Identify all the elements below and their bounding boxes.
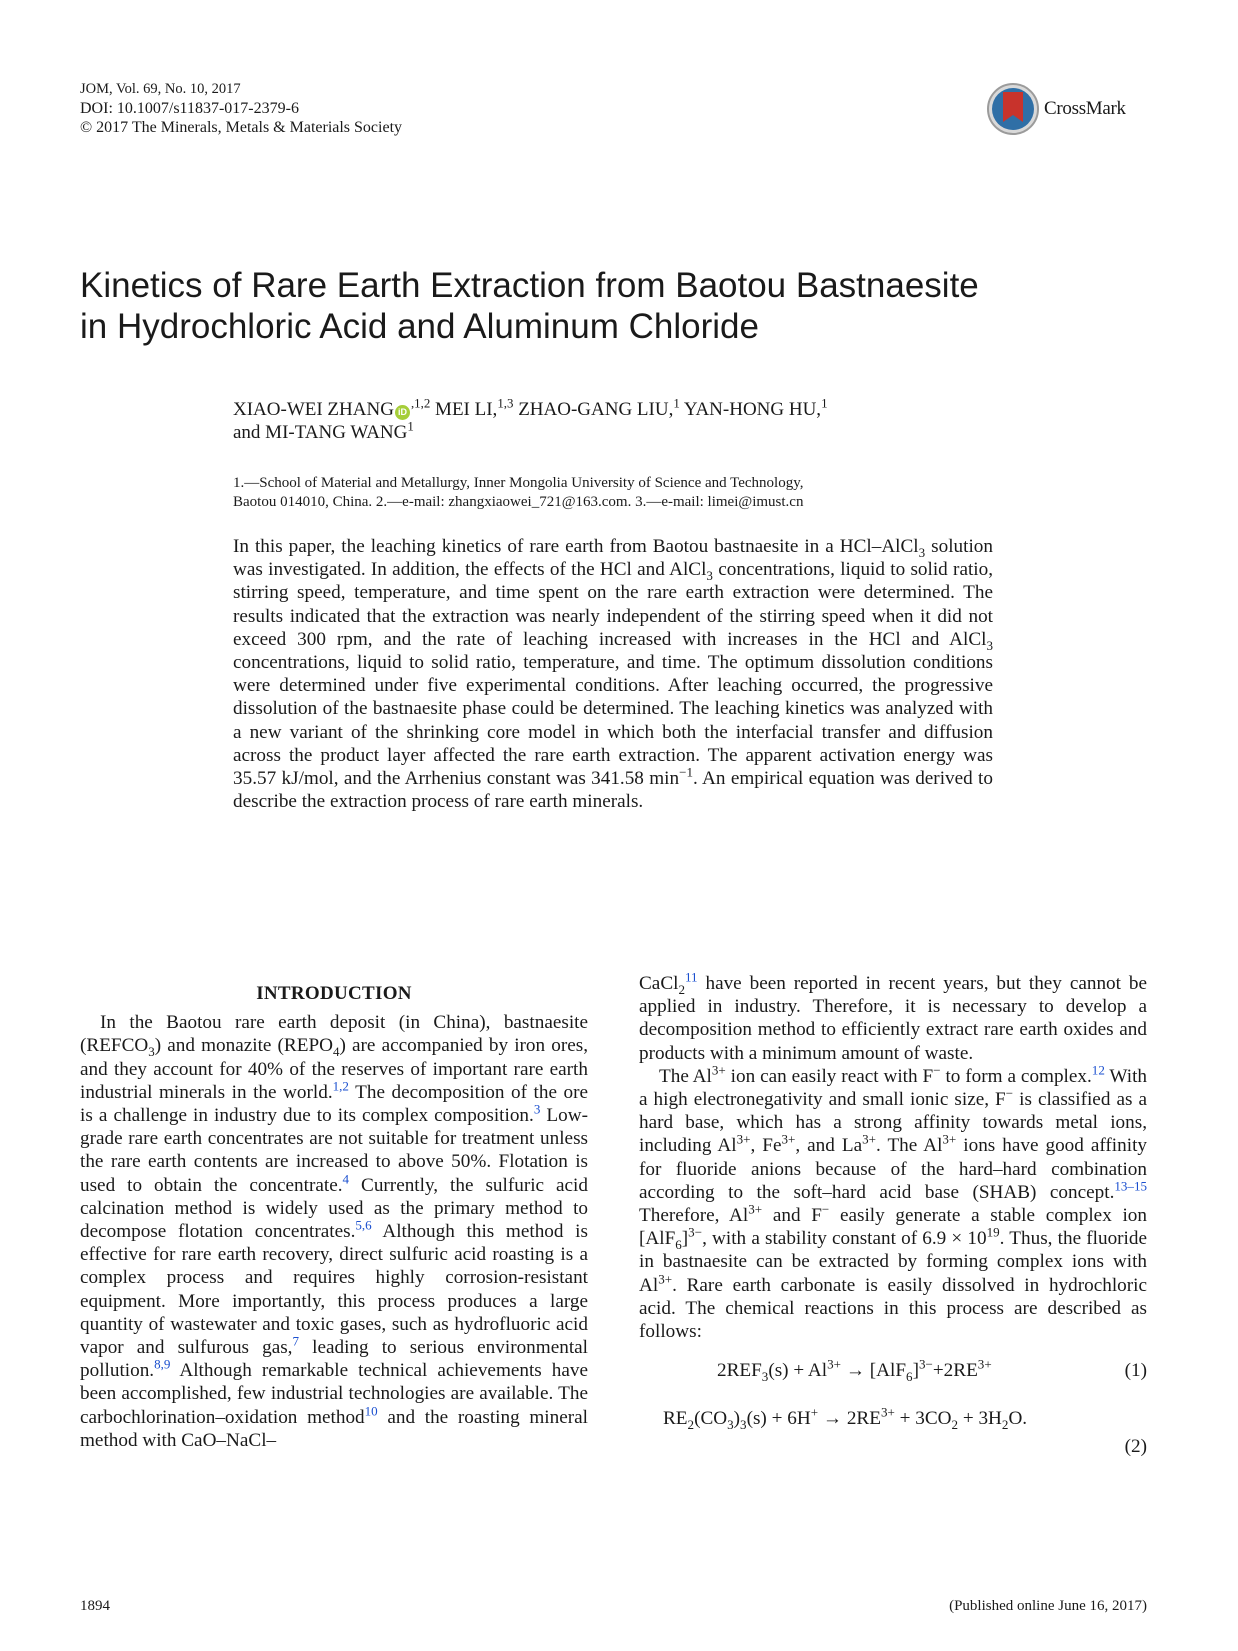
page-number: 1894 xyxy=(80,1598,110,1614)
superscript: 3+ xyxy=(711,1062,726,1078)
body-text: is classified as a hard base, which has a strong affinity towards metal ions, including Al xyxy=(639,1089,1147,1157)
body-text: With a high electronegativity and small ionic size, F xyxy=(639,1065,1148,1111)
superscript: − xyxy=(1005,1085,1014,1101)
abstract-text: In this paper, the leaching kinetics of rare earth from Baotou bastnaesite in a HCl–AlCl xyxy=(233,536,919,557)
body-text: Although this method is effective for rare earth recovery, direct sulfuric acid roasting is a complex process and requires highly corrosion-resistant equipment. More importantly, this process produces a large quantity of wastewater and toxic gases, such as hydrofluoric acid vapor and sulfurous gas, xyxy=(80,1221,588,1359)
left-column xyxy=(80,982,588,1452)
citation-link[interactable]: 8,9 xyxy=(154,1356,171,1372)
subscript: 3 xyxy=(706,568,713,584)
body-text: easily generate a stable complex ion [AlF xyxy=(639,1205,1147,1250)
author-5: and MI-TANG WANG xyxy=(233,422,408,443)
body-text: In the Baotou rare earth deposit (in China), bastnaesite (REFCO xyxy=(80,1012,588,1057)
body-text: The Al xyxy=(659,1065,712,1087)
paper-title xyxy=(80,265,1180,347)
subscript: 3 xyxy=(986,637,993,653)
body-text: leading to serious environmental pollution. xyxy=(80,1337,588,1382)
body-text: and the roasting mineral method with CaO–NaCl– xyxy=(80,1406,588,1451)
body-text: ) and monazite (REPO xyxy=(154,1035,333,1057)
journal-line: JOM, Vol. 69, No. 10, 2017 xyxy=(80,81,241,97)
continued-paragraph xyxy=(639,969,1147,1065)
copyright-line: © 2017 The Minerals, Metals & Materials Society xyxy=(80,119,403,136)
citation-link[interactable]: 5,6 xyxy=(355,1217,372,1233)
body-text: ) are accompanied by iron ores, and they account for 40% of the reserves of important rare earth industrial minerals in the world. xyxy=(80,1035,588,1103)
body-text: . The Al xyxy=(876,1135,943,1157)
intro-paragraph xyxy=(80,1011,588,1452)
body-text: , Fe xyxy=(750,1135,782,1157)
body-text: . Thus, the fluoride in bastnaesite can be extracted by forming complex ions with Al xyxy=(639,1228,1147,1296)
author-2-affil: 1,3 xyxy=(497,395,514,411)
equation-1-body: $2REF_3(s) + Al^{3+} \to [AlF_6]^{3-}+2RE^{3+}$ xyxy=(717,1356,992,1385)
superscript: 19 xyxy=(986,1224,1000,1240)
body-text: Although remarkable technical achievements have been accomplished, few industrial technologies are available. The carbochlorination–oxidation method xyxy=(80,1360,588,1428)
equation-2-number: (2) xyxy=(1124,1436,1147,1458)
body-text: The decomposition of the ore is a challenge in industry due to its complex composition. xyxy=(80,1081,588,1127)
superscript: 3+ xyxy=(781,1132,796,1148)
body-text: , with a stability constant of 6.9 × 10 xyxy=(702,1228,987,1250)
affiliation-line-2: Baotou 014010, China. 2.—e-mail: zhangxiaowei_721@163.com. 3.—e-mail: limei@imust.cn xyxy=(233,494,804,510)
orcid-icon[interactable]: iD xyxy=(395,405,410,420)
abstract xyxy=(233,535,993,813)
superscript: − xyxy=(821,1201,830,1217)
body-text: ] xyxy=(681,1228,689,1250)
title-line-1: Kinetics of Rare Earth Extraction from Baotou Bastnaesite xyxy=(80,266,979,305)
subscript: 6 xyxy=(675,1237,682,1253)
superscript: 3− xyxy=(688,1224,703,1240)
equation-1 xyxy=(639,1356,1147,1389)
body-text: ion can easily react with F xyxy=(725,1065,934,1087)
citation-link[interactable]: 7 xyxy=(292,1333,300,1349)
equation-2 xyxy=(639,1404,1147,1437)
citation-link[interactable]: 13–15 xyxy=(1114,1178,1147,1194)
citation-link[interactable]: 10 xyxy=(364,1403,378,1419)
author-3-affil: 1 xyxy=(673,395,680,411)
body-text: and F xyxy=(762,1205,822,1227)
citation-link[interactable]: 1,2 xyxy=(332,1078,349,1094)
subscript: 3 xyxy=(148,1044,155,1060)
body-paragraph xyxy=(639,1062,1148,1343)
published-date: (Published online June 16, 2017) xyxy=(949,1598,1147,1614)
author-4: YAN-HONG HU, xyxy=(679,399,822,420)
author-3: ZHAO-GANG LIU, xyxy=(513,399,674,420)
affiliations xyxy=(233,474,993,512)
title-line-2: in Hydrochloric Acid and Aluminum Chloride xyxy=(80,307,759,346)
superscript: 3+ xyxy=(942,1132,957,1148)
body-text: , and La xyxy=(795,1135,863,1157)
doi-line: DOI: 10.1007/s11837-017-2379-6 xyxy=(80,100,299,117)
abstract-text: solution was investigated. In addition, the effects of the HCl and AlCl xyxy=(233,536,993,581)
citation-link[interactable]: 11 xyxy=(684,969,698,985)
body-text: Therefore, Al xyxy=(639,1205,749,1227)
abstract-text: concentrations, liquid to solid ratio, stirring speed, temperature, and time spent on the rare earth extraction were determined. The results indicated that the extraction was nearly independent of the stirring speed when it did not exceed 300 rpm, and the rate of leaching increased with increases in the HCl and AlCl xyxy=(233,559,994,650)
body-text: have been reported in recent years, but they cannot be applied in industry. Therefore, it is necessary to develop a decomposition method to efficiently extract rare earth oxides and products with a minimum amount of waste. xyxy=(639,973,1147,1064)
citation-link[interactable]: 4 xyxy=(342,1171,350,1187)
author-5-affil: 1 xyxy=(407,418,414,434)
subscript: 4 xyxy=(332,1044,340,1060)
author-2: MEI LI, xyxy=(430,399,498,420)
superscript: −1 xyxy=(679,764,693,780)
superscript: 3+ xyxy=(658,1271,673,1287)
right-column xyxy=(639,969,1148,1458)
author-1-affil: ,1,2 xyxy=(410,395,431,411)
equation-1-number: (1) xyxy=(1124,1360,1147,1382)
author-list xyxy=(233,395,1033,444)
body-text: Low-grade rare earth concentrates are not suitable for treatment unless the rare earth contents are increased to above 50%. Flotation is used to obtain the concentrate. xyxy=(80,1105,588,1196)
abstract-text: . An empirical equation was derived to describe the extraction process of rare earth minerals. xyxy=(233,768,993,813)
body-text: CaCl xyxy=(639,973,679,994)
body-text: to form a complex. xyxy=(940,1065,1092,1087)
body-text: Currently, the sulfuric acid calcination method is widely used as the primary method to decompose flotation concentrates. xyxy=(80,1174,588,1243)
author-1: XIAO-WEI ZHANG xyxy=(233,399,394,420)
superscript: 3+ xyxy=(736,1132,751,1148)
superscript: 3+ xyxy=(862,1132,876,1148)
body-text: ions have good affinity for fluoride anions because of the hard–hard combination according to the soft–hard acid base (SHAB) concept. xyxy=(639,1135,1147,1203)
abstract-text: concentrations, liquid to solid ratio, temperature, and time. The optimum dissolution conditions were determined under five experimental conditions. After leaching occurred, the progressive dissolution of the bastnaesite phase could be determined. The leaching kinetics was analyzed with a new variant of the shrinking core model in which both the interfacial transfer and diffusion across the product layer affected the rare earth extraction. The apparent activation energy was 35.57 kJ/mol, and the Arrhenius constant was 341.58 min xyxy=(233,652,993,790)
section-heading-introduction: INTRODUCTION xyxy=(256,983,412,1004)
subscript: 3 xyxy=(918,544,926,560)
equation-2-body: $RE_2(CO_3)_3(s) + 6H^+ \to 2RE^{3+} + 3CO_2 + 3H_2O$. xyxy=(663,1404,1028,1433)
journal-meta xyxy=(80,80,402,137)
crossmark-badge[interactable] xyxy=(986,82,1126,136)
body-text: . Rare earth carbonate is easily dissolved in hydrochloric acid. The chemical reactions in this process are described as follows: xyxy=(639,1274,1147,1343)
citation-link[interactable]: 12 xyxy=(1091,1062,1105,1078)
citation-link[interactable]: 3 xyxy=(533,1101,541,1117)
superscript: 3+ xyxy=(748,1201,763,1217)
author-4-affil: 1 xyxy=(821,395,828,411)
affiliation-line-1: 1.—School of Material and Metallurgy, Inner Mongolia University of Science and Technology, xyxy=(233,475,804,491)
subscript: 2 xyxy=(678,981,685,997)
superscript: − xyxy=(933,1062,941,1078)
crossmark-label: CrossMark xyxy=(1044,98,1126,119)
crossmark-icon xyxy=(986,82,1040,136)
